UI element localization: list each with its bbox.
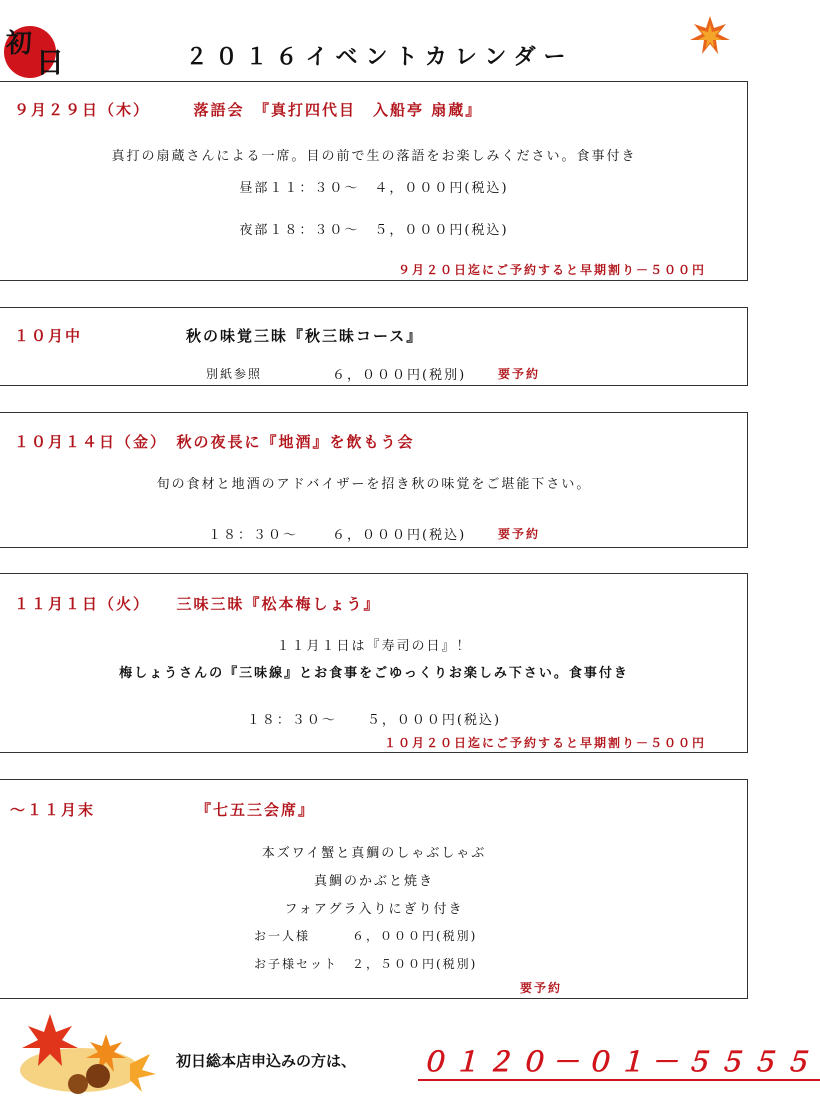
svg-text:初: 初: [6, 29, 33, 59]
reservation-required: 要予約: [498, 367, 541, 381]
event-box-autumn-course: [0, 307, 748, 386]
autumn-decoration-icon: [10, 1004, 160, 1104]
early-discount-note: ９月２０日迄にご予約すると早期割り－５００円: [398, 263, 707, 277]
event-title: 秋の味覚三昧『秋三昧コース』: [186, 327, 424, 345]
event-box-shichigosan: [0, 779, 748, 999]
footer-contact-label: 初日総本店申込みの方は、: [176, 1052, 357, 1070]
event-price: ６，０００円(税別): [332, 368, 467, 383]
event-date: ～１１月末: [10, 801, 96, 819]
phone-number-link[interactable]: ０１２０－０１－５５５５: [418, 1040, 820, 1081]
event-price: １８：３０～ ５，０００円(税込): [246, 713, 502, 728]
event-description: 旬の食材と地酒のアドバイザーを招き秋の味覚をご堪能下さい。: [156, 477, 592, 492]
event-box-sake: [0, 412, 748, 548]
child-price: お子様セット ２，５００円(税別): [254, 957, 478, 971]
adult-price: お一人様 ６，０００円(税別): [254, 929, 478, 943]
event-description-detail: 梅しょうさんの『三味線』とお食事をごゆっくりお楽しみ下さい。食事付き: [119, 666, 629, 681]
early-discount-note: １０月２０日迄にご予約すると早期割り－５００円: [384, 736, 707, 750]
event-price-dinner: 夜部１８：３０～ ５，０００円(税込): [239, 223, 509, 238]
event-date: １０月中: [14, 327, 83, 345]
detail-label: 別紙参照: [206, 367, 263, 381]
event-title: 『七五三会席』: [196, 801, 316, 819]
event-box-rakugo: [0, 81, 748, 281]
svg-text:日: 日: [36, 46, 65, 79]
event-time: １８：３０～: [208, 528, 299, 543]
event-description: １１月１日は『寿司の日』！: [276, 639, 472, 654]
event-title: ９月２９日（木） 落語会 『真打四代目 入船亭 扇蔵』: [14, 101, 483, 119]
event-price-lunch: 昼部１１：３０～ ４，０００円(税込): [239, 181, 509, 196]
event-price: ６，０００円(税込): [332, 528, 467, 543]
menu-item: フォアグラ入りにぎり付き: [284, 902, 464, 917]
menu-item: 真鯛のかぶと焼き: [313, 874, 434, 889]
event-title: １１月１日（火） 三味三昧『松本梅しょう』: [14, 595, 381, 613]
event-box-shamisen: [0, 573, 748, 753]
page-title: ２０１６イベントカレンダー: [185, 45, 574, 70]
menu-item: 本ズワイ蟹と真鯛のしゃぶしゃぶ: [261, 846, 487, 861]
event-title: １０月１４日（金） 秋の夜長に『地酒』を飲もう会: [14, 433, 415, 451]
reservation-required: 要予約: [520, 981, 563, 995]
maple-leaf-icon: [688, 14, 732, 58]
event-description: 真打の扇蔵さんによる一席。目の前で生の落語をお楽しみください。食事付き: [111, 149, 637, 164]
reservation-required: 要予約: [498, 527, 541, 541]
